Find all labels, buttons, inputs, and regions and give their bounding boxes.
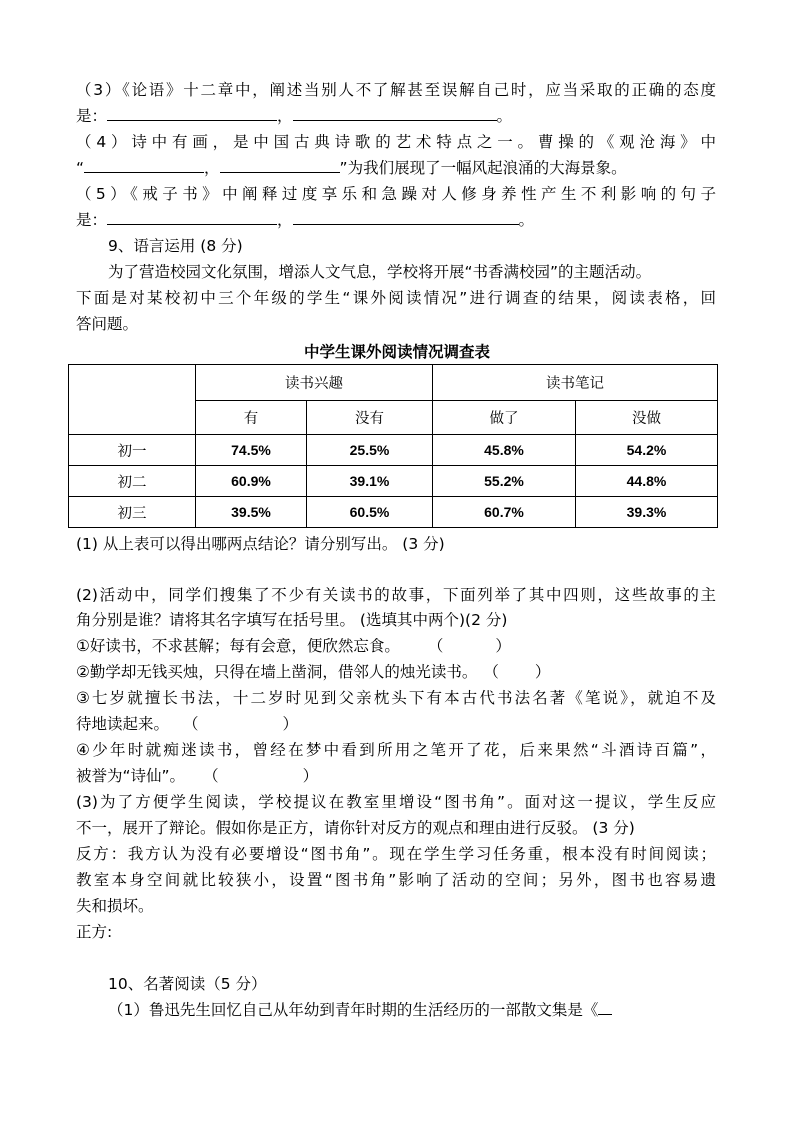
table-cell: 45.8% [433,435,576,466]
survey-table [68,364,718,528]
table-cell: 54.2% [576,435,718,466]
q3-blank-1[interactable] [107,106,277,121]
q9-heading: 9、语言运用 (8 分) [108,237,243,255]
con-side-line-1: 反方：我方认为没有必要增设“图书角”。现在学生学习任务重，根本没有时间阅读； [76,845,716,863]
table-cell: 74.5% [196,435,307,466]
story-3-line-1: ③七岁就擅长书法，十二岁时见到父亲枕头下有本古代书法名著《笔说》，就迫不及 [76,689,716,707]
story-1: ①好读书，不求甚解；每有会意，便欣然忘食。 （ ） [76,637,511,655]
con-side-line-2: 教室本身空间就比较狭小，设置“图书角”影响了活动的空间；另外，图书也容易遗 [76,871,716,889]
survey-table-title: 中学生课外阅读情况调查表 [303,343,490,361]
table-corner-cell [69,365,196,435]
q3-blank-2[interactable] [293,106,497,121]
table-cell: 39.1% [307,466,433,497]
q9-sub-3-line-1: (3)为了方便学生阅读，学校提议在教室里增设“图书角”。面对这一提议，学生反应 [76,793,716,811]
q9-intro-line-1: 为了营造校园文化氛围，增添人文气息，学校将开展“书香满校园”的主题活动。 [108,263,652,281]
q5-blank-2[interactable] [293,210,519,225]
table-cell: 39.3% [576,497,718,528]
q9-sub-3-line-2: 不一，展开了辩论。假如你是正方，请你针对反方的观点和理由进行反驳。 (3 分) [76,819,635,837]
header-reading-notes: 读书笔记 [433,365,718,401]
q5-answer-line: 是： ， 。 [76,211,535,229]
table-cell: 44.8% [576,466,718,497]
row-label: 初一 [69,435,196,466]
row-label: 初二 [69,466,196,497]
q4-answer-line: “ ， ”为我们展现了一幅风起浪涌的大海景象。 [76,159,627,177]
q9-sub-1: (1) 从上表可以得出哪两点结论？请分别写出。 (3 分) [76,535,445,553]
q3-prompt: （3）《论语》十二章中，阐述当别人不了解甚至误解自己时，应当采取的正确的态度 [76,81,716,99]
subheader-not-done: 没做 [576,401,718,435]
subheader-done: 做了 [433,401,576,435]
story-4-line-1: ④少年时就痴迷读书，曾经在梦中看到所用之笔开了花，后来果然“斗酒诗百篇”， [76,741,716,759]
table-row [69,435,718,466]
table-cell: 39.5% [196,497,307,528]
table-cell: 60.9% [196,466,307,497]
row-label: 初三 [69,497,196,528]
table-cell: 60.7% [433,497,576,528]
table-cell: 25.5% [307,435,433,466]
table-cell: 55.2% [433,466,576,497]
q10-sub-1: （1）鲁迅先生回忆自己从年幼到青年时期的生活经历的一部散文集是《 [108,1000,612,1020]
story-2: ②勤学却无钱买烛，只得在墙上凿洞，借邻人的烛光读书。 （ ） [76,663,551,681]
q4-blank-2[interactable] [220,158,340,173]
q4-blank-1[interactable] [84,158,204,173]
pro-side-label: 正方: [76,923,113,941]
table-row [69,466,718,497]
q9-sub-2-line-1: (2)活动中，同学们搜集了不少有关读书的故事，下面列举了其中四则，这些故事的主 [76,586,716,604]
q9-sub-2-line-2: 角分别是谁？请将其名字填写在括号里。 (选填其中两个)(2 分) [76,611,508,629]
subheader-no: 没有 [307,401,433,435]
subheader-yes: 有 [196,401,307,435]
q4-prompt: （4）诗中有画，是中国古典诗歌的艺术特点之一。曹操的《观沧海》中 [76,133,716,151]
con-side-line-3: 失和损坏。 [76,897,154,915]
table-row [69,497,718,528]
q10-heading: 10、名著阅读（5 分） [108,975,267,993]
q3-answer-line: 是： ， 。 [76,107,513,125]
story-3-line-2: 待地读起来。 （ ） [76,715,299,733]
q5-blank-1[interactable] [107,210,277,225]
q5-prompt: （5）《戒子书》中阐释过度享乐和急躁对人修身养性产生不利影响的句子 [76,185,716,203]
story-4-line-2: 被誉为“诗仙”。 （ ） [76,767,319,785]
header-reading-interest: 读书兴趣 [196,365,433,401]
table-cell: 60.5% [307,497,433,528]
q10-blank[interactable] [598,1000,612,1015]
q9-intro-line-2: 下面是对某校初中三个年级的学生“课外阅读情况”进行调查的结果，阅读表格，回 [76,289,716,307]
q9-intro-line-3: 答问题。 [76,315,139,333]
